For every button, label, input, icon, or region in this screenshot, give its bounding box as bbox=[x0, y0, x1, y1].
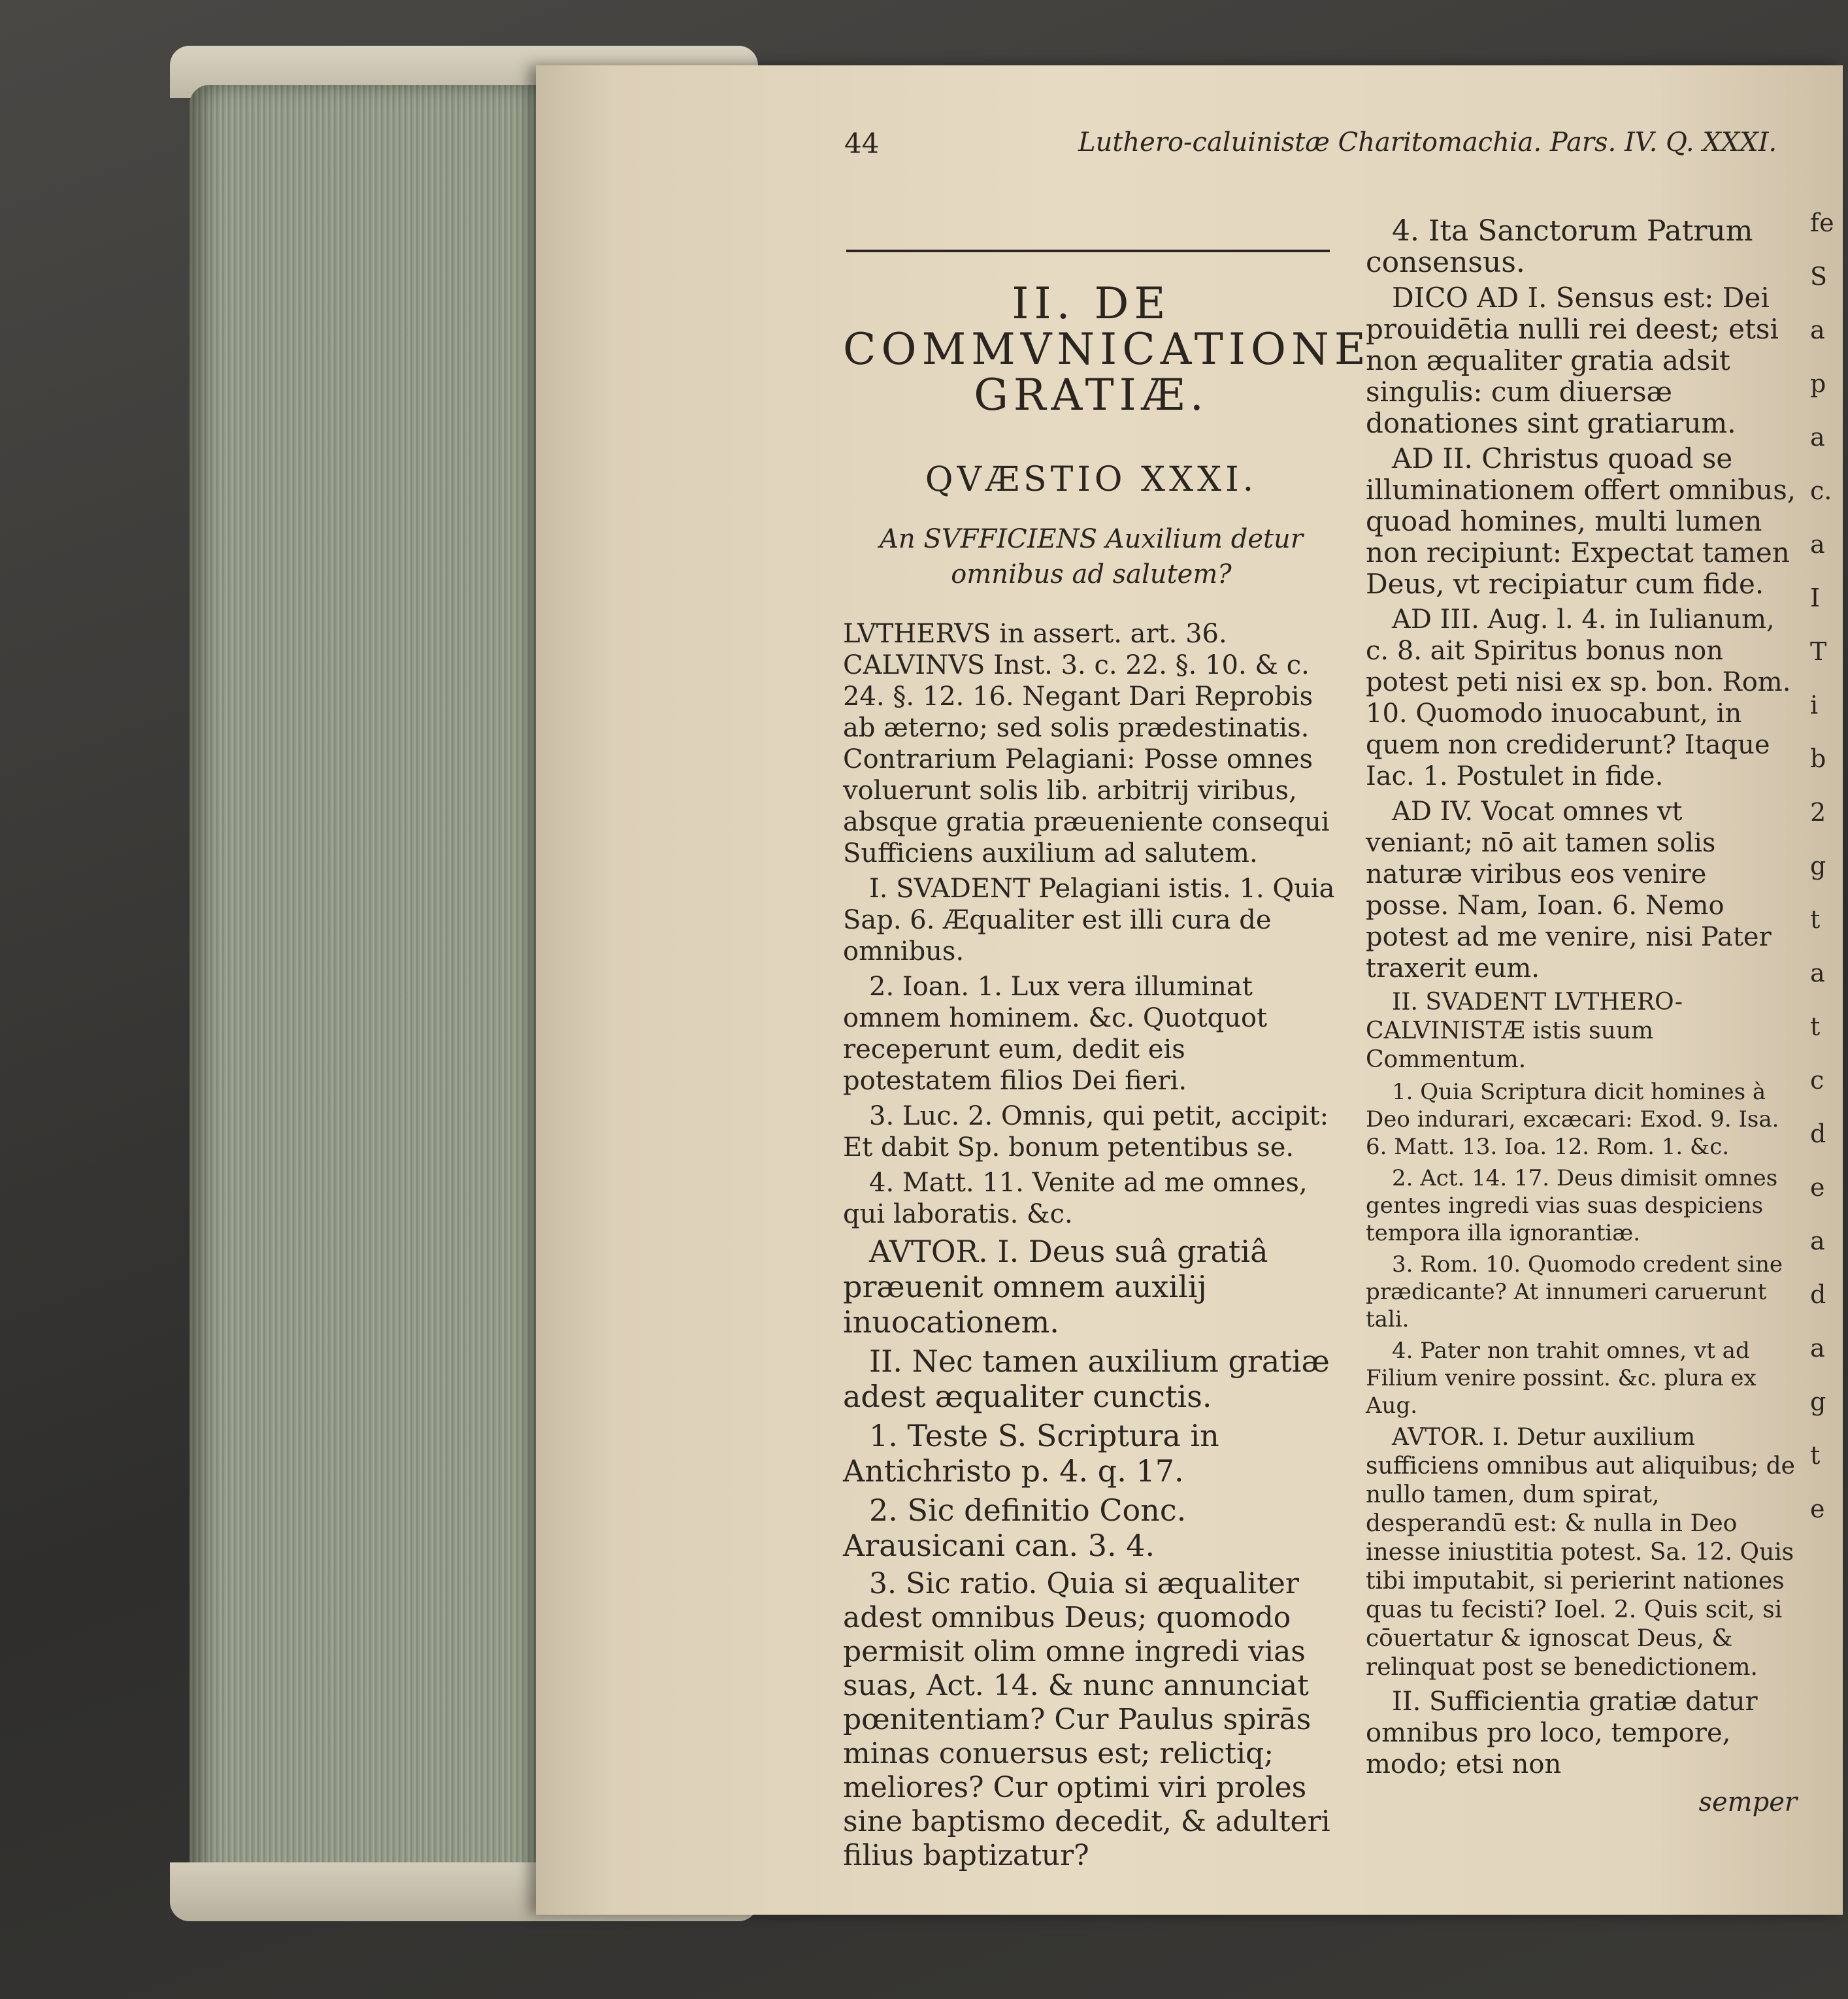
fragment: a bbox=[1810, 423, 1825, 452]
paragraph: AVTOR. I. Detur auxilium sufficiens omnibus aut aliquibus; de nullo tamen, dum spirat, desperandū est: & nulla in Deo inesse iniustitia potest. Sa. 12. Quis tibi imputabit, si perierint nationes quas tu fecisti? Ioel. 2. Quis scit, si cōuertatur & ignoscat Deus, & relinquat post se benedictionem. bbox=[1366, 1424, 1795, 1681]
paragraph: II. Nec tamen auxilium gratiæ adest æqualiter cunctis. bbox=[843, 1344, 1330, 1414]
fragment: S bbox=[1810, 262, 1828, 291]
fragment: i bbox=[1810, 691, 1819, 719]
paragraph: LVTHERVS in assert. art. 36. CALVINVS Inst. 3. c. 22. §. 10. & c. 24. §. 12. 16. Negant Dari Reprobis ab æterno; sed solis prædestinatis. Contrarium Pelagiani: Posse omnes voluerunt solis lib. arbitrij viribus, absque gratia præueniente consequi Sufficiens auxilium ad salutem. bbox=[843, 619, 1330, 868]
fragment: t bbox=[1810, 905, 1821, 934]
catchword: semper bbox=[1698, 1787, 1797, 1817]
question-subtitle: An SVFFICIENS Auxilium detur omnibus ad salutem? bbox=[880, 524, 1303, 589]
paragraph: I. SVADENT Pelagiani istis. 1. Quia Sap. 6. Æqualiter est illi cura de omnibus. bbox=[843, 874, 1335, 966]
fragment: fe bbox=[1810, 208, 1834, 237]
fragment: t bbox=[1810, 1441, 1821, 1470]
paragraph: 3. Rom. 10. Quomodo credent sine prædicante? At innumeri caruerunt tali. bbox=[1366, 1251, 1783, 1332]
paragraph: II. Sufficientia gratiæ datur omnibus pro loco, tempore, modo; etsi non bbox=[1366, 1687, 1758, 1779]
paragraph: 4. Matt. 11. Venite ad me omnes, qui laboratis. &c. bbox=[843, 1168, 1308, 1229]
paragraph: 2. Act. 14. 17. Deus dimisit omnes gentes ingredi vias suas despiciens tempora illa ignorantiæ. bbox=[1366, 1165, 1778, 1246]
paragraph: AVTOR. I. Deus suâ gratiâ præuenit omnem auxilij inuocationem. bbox=[843, 1234, 1268, 1340]
fragment: a bbox=[1810, 316, 1825, 344]
fragment: I bbox=[1810, 584, 1821, 612]
fragment: c bbox=[1810, 1066, 1824, 1095]
fragment: t bbox=[1810, 1012, 1821, 1041]
paragraph: AD IV. Vocat omnes vt veniant; nō ait tamen solis naturæ viribus eos venire posse. Nam, Ioan. 6. Nemo potest ad me venire, nisi Pater traxerit eum. bbox=[1366, 797, 1772, 983]
fragment: a bbox=[1810, 959, 1825, 987]
fragment: T bbox=[1810, 637, 1827, 666]
running-head bbox=[830, 127, 1777, 160]
paragraph: 2. Ioan. 1. Lux vera illuminat omnem hominem. &c. Quotquot receperunt eum, dedit eis potestatem filios Dei fieri. bbox=[843, 972, 1268, 1096]
paragraph: II. SVADENT LVTHERO-CALVINISTÆ istis suum Commentum. bbox=[1366, 989, 1683, 1073]
paragraph: DICO AD I. Sensus est: Dei prouidētia nulli rei deest; etsi non æqualiter gratia adsit singulis: cum diuersæ donationes sint gratiarum. bbox=[1366, 282, 1779, 439]
fragment: g bbox=[1810, 1387, 1826, 1416]
fragment: p bbox=[1810, 369, 1826, 398]
fragment: a bbox=[1810, 1334, 1825, 1363]
heading-rule bbox=[846, 250, 1330, 252]
fragment: d bbox=[1810, 1280, 1826, 1309]
paragraph: 2. Sic definitio Conc. Arausicani can. 3. 4. bbox=[843, 1493, 1187, 1563]
fragment: d bbox=[1810, 1119, 1826, 1148]
question-heading: QVÆSTIO XXXI. bbox=[925, 460, 1258, 499]
fragment: e bbox=[1810, 1495, 1825, 1523]
running-head-text: Luthero-caluinistæ Charitomachia. Pars. IV. Q. XXXI. bbox=[1078, 127, 1777, 157]
paragraph: 1. Teste S. Scriptura in Antichristo p. 4. q. 17. bbox=[843, 1418, 1219, 1489]
paragraph: AD III. Aug. l. 4. in Iulianum, c. 8. ait Spiritus bonus non potest peti nisi ex sp. bon. Rom. 10. Quomodo inuocabunt, in quem non crediderunt? Itaque Iac. 1. Postulet in fide. bbox=[1366, 604, 1791, 791]
facing-page-fragments bbox=[1810, 196, 1848, 1830]
paragraph: AD II. Christus quoad se illuminationem offert omnibus, quoad homines, multi lumen non recipiunt: Expectat tamen Deus, vt recipiatur cum fide. bbox=[1366, 442, 1796, 600]
fragment: g bbox=[1810, 851, 1826, 880]
paragraph: 3. Sic ratio. Quia si æqualiter adest omnibus Deus; quomodo permisit olim omne ingredi vias suas, Act. 14. & nunc annunciat pœnitentiam? Cur Paulus spirās minas conuersus est; relictiq; meliores? Cur optimi viri proles sine baptismo decedit, & adulteri filius baptizatur? bbox=[843, 1567, 1330, 1872]
paragraph: 4. Pater non trahit omnes, vt ad Filium venire possint. &c. plura ex Aug. bbox=[1366, 1338, 1757, 1419]
fragment: e bbox=[1810, 1173, 1825, 1202]
fragment: b bbox=[1810, 744, 1826, 773]
paragraph: 4. Ita Sanctorum Patrum consensus. bbox=[1366, 214, 1753, 279]
fragment: a bbox=[1810, 530, 1825, 559]
section-heading: II. DE COMMVNICATIONE GRATIÆ. bbox=[843, 278, 1371, 420]
right-column bbox=[1366, 216, 1797, 1818]
page-number: 44 bbox=[844, 127, 880, 159]
paragraph: 3. Luc. 2. Omnis, qui petit, accipit: Et dabit Sp. bonum petentibus se. bbox=[843, 1101, 1329, 1163]
fragment: 2 bbox=[1810, 798, 1826, 827]
fragment: c. bbox=[1810, 476, 1832, 505]
left-column bbox=[843, 278, 1371, 1877]
paragraph: 1. Quia Scriptura dicit homines à Deo indurari, excæcari: Exod. 9. Isa. 6. Matt. 13. Ioa. 12. Rom. 1. &c. bbox=[1366, 1079, 1779, 1160]
fragment: a bbox=[1810, 1227, 1825, 1255]
